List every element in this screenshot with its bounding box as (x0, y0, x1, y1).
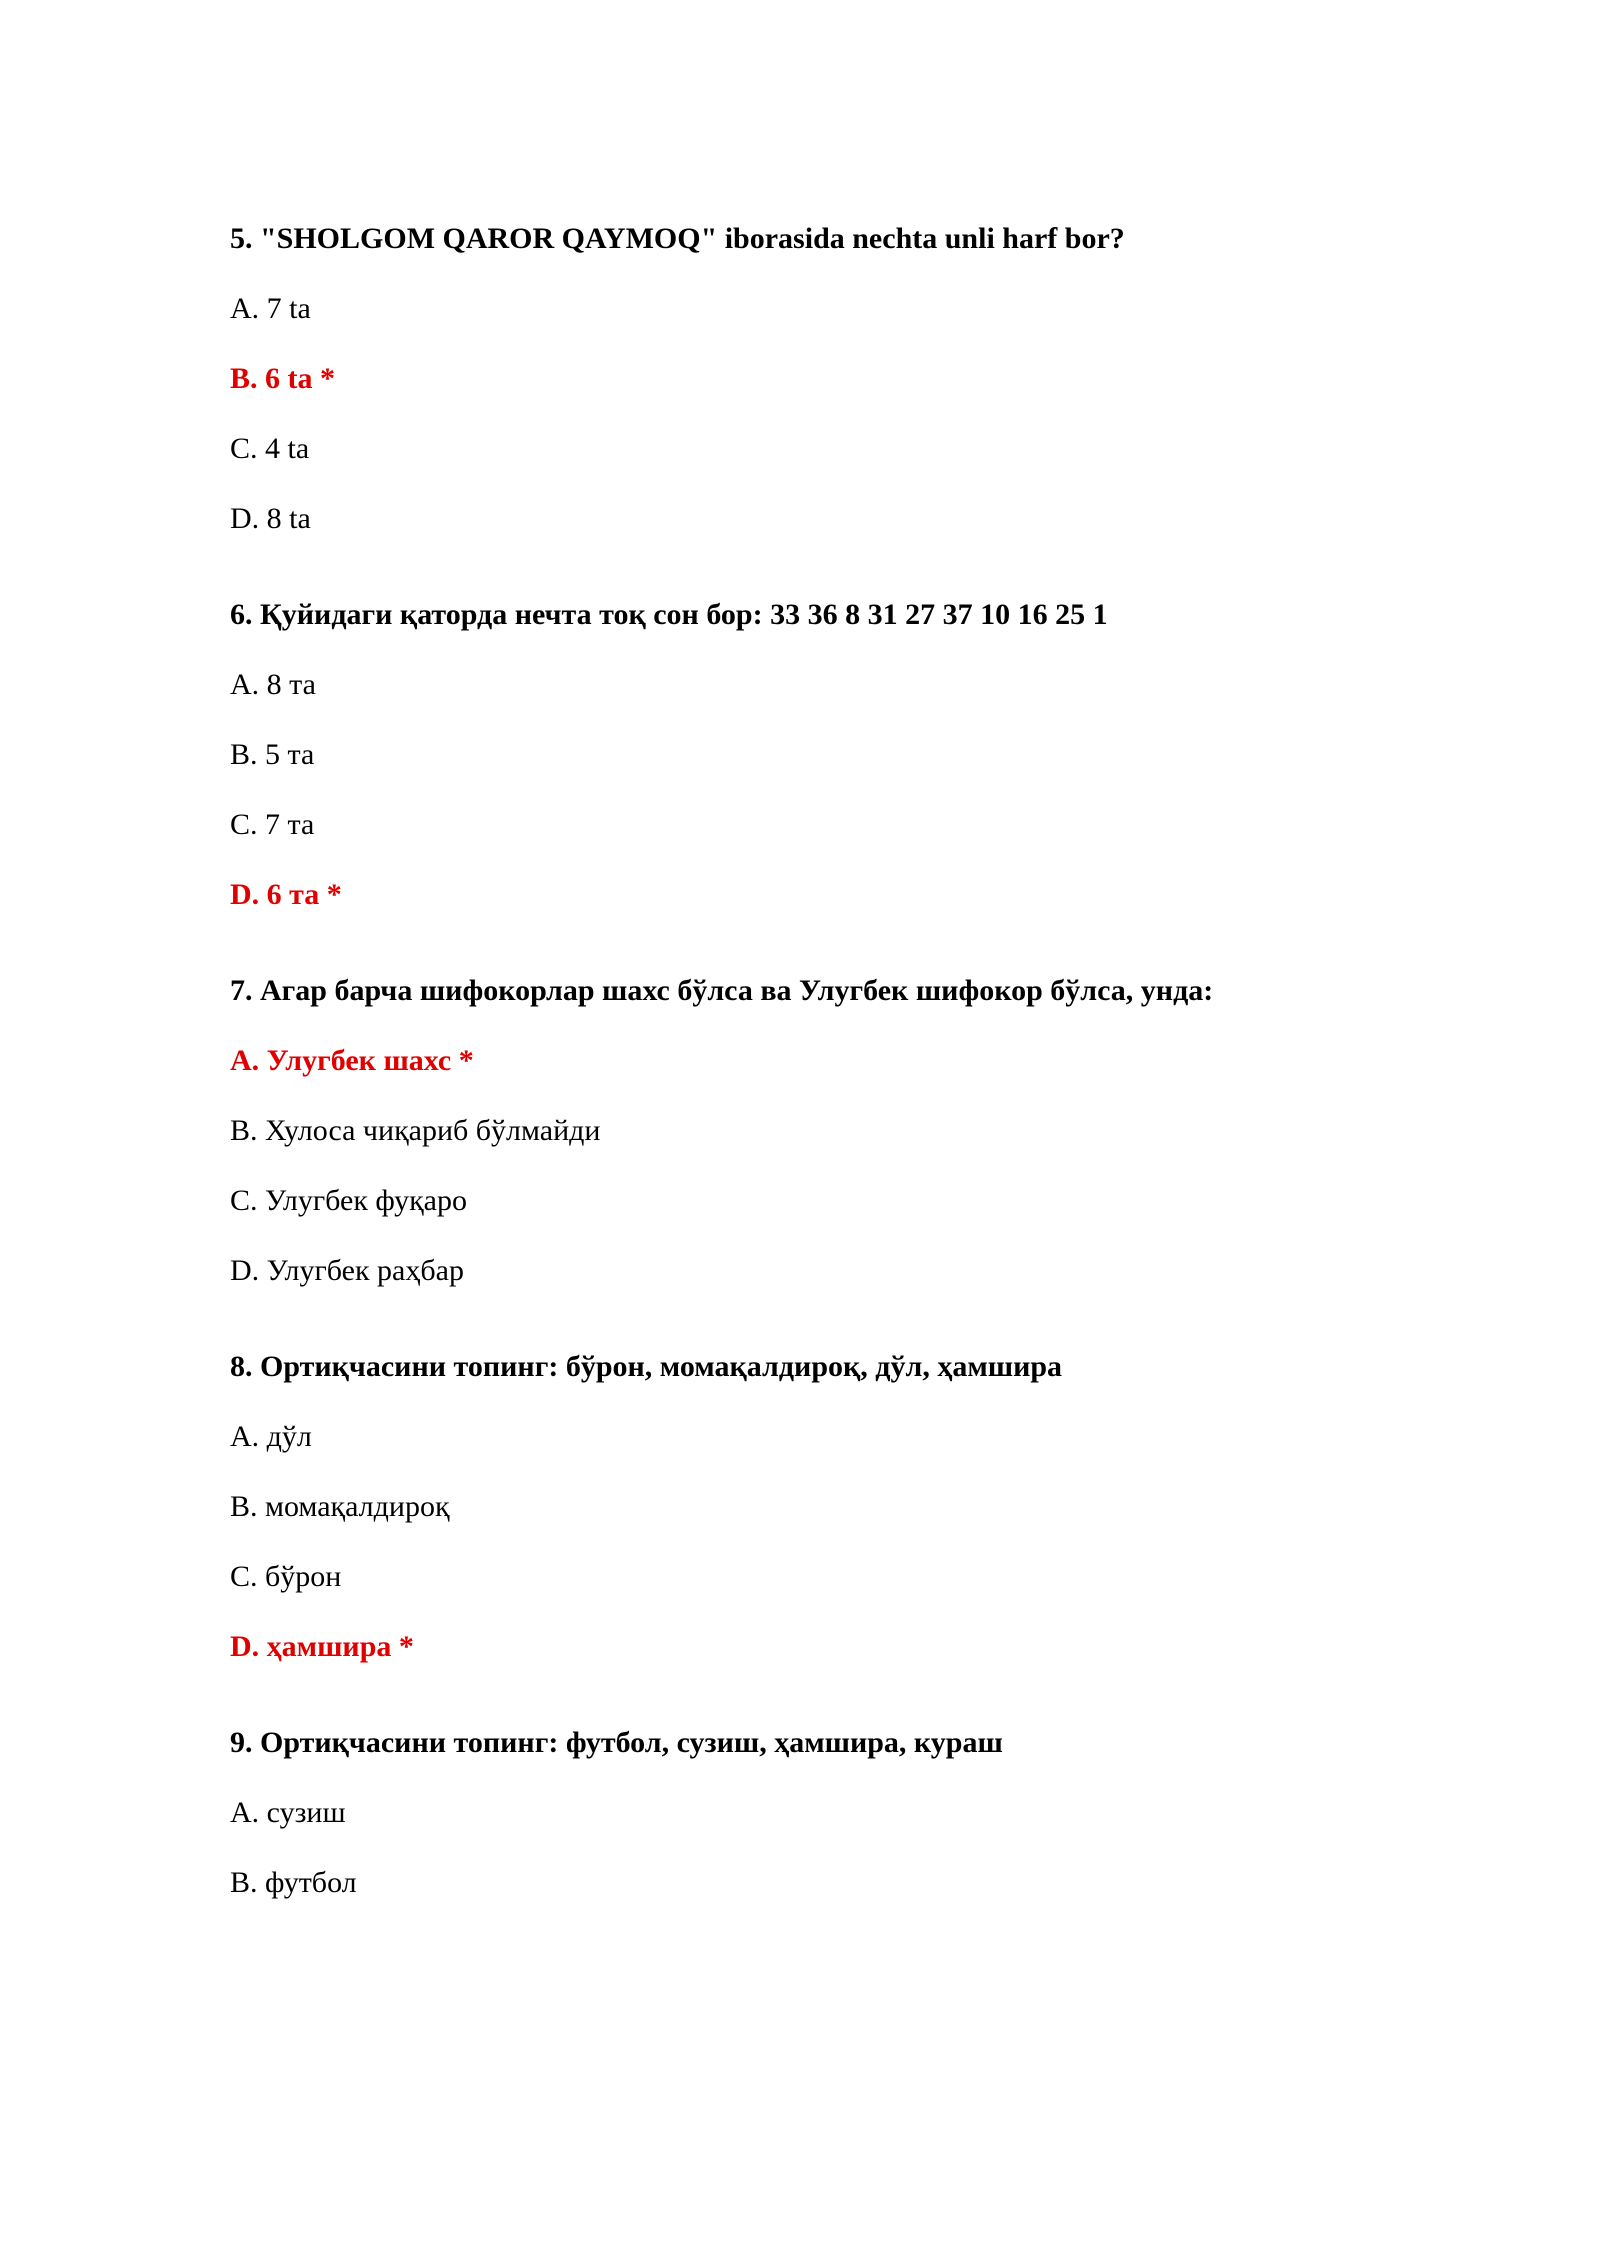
option-a: A. 7 ta (230, 292, 311, 325)
option-c: C. Улугбек фуқаро (230, 1184, 467, 1217)
option-d: D. Улугбек раҳбар (230, 1254, 464, 1287)
document-page (230, 222, 1530, 1962)
option-a-correct: A. Улугбек шахс * (230, 1044, 474, 1077)
option-d-correct: D. 6 та * (230, 878, 342, 911)
option-b-correct: B. 6 ta * (230, 362, 335, 395)
question-5 (230, 222, 1530, 536)
option-d-correct: D. ҳамшира * (230, 1630, 414, 1663)
question-title: 7. Агар барча шифокорлар шахс бўлса ва Улугбек шифокор бўлса, унда: (230, 974, 1214, 1007)
option-d: D. 8 ta (230, 502, 311, 535)
option-c: C. бўрон (230, 1560, 342, 1593)
option-b: B. 5 та (230, 738, 315, 771)
question-9 (230, 1726, 1530, 1900)
question-title: 5. "SHOLGOM QAROR QAYMOQ" iborasida nechta unli harf bor? (230, 222, 1125, 255)
option-c: C. 4 ta (230, 432, 310, 465)
option-b: B. момақалдироқ (230, 1490, 450, 1523)
option-b: B. Хулоса чиқариб бўлмайди (230, 1114, 601, 1147)
option-a: A. дўл (230, 1420, 312, 1453)
option-b: B. футбол (230, 1866, 357, 1899)
option-a: A. 8 та (230, 668, 316, 701)
question-title: 6. Қуйидаги қаторда нечта тоқ сон бор: 33 36 8 31 27 37 10 16 25 1 (230, 598, 1108, 631)
question-title: 9. Ортиқчасини топинг: футбол, сузиш, ҳамшира, кураш (230, 1726, 1003, 1759)
question-title: 8. Ортиқчасини топинг: бўрон, момақалдироқ, дўл, ҳамшира (230, 1350, 1063, 1383)
option-c: C. 7 та (230, 808, 315, 841)
question-8 (230, 1350, 1530, 1664)
question-7 (230, 974, 1530, 1288)
option-a: A. сузиш (230, 1796, 346, 1829)
question-6 (230, 598, 1530, 912)
